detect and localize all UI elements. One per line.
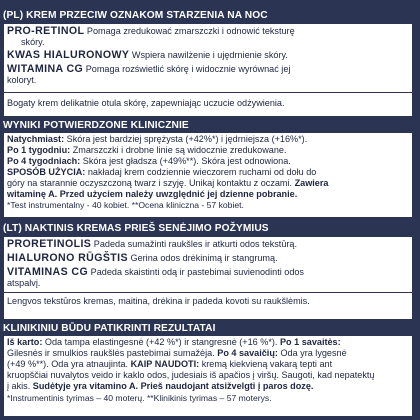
- lt-ingredient-3: [4, 267, 412, 289]
- lt-result-week1-text: Gilesnės ir smulkios raukšlės pastebimai sumažėja.: [7, 348, 215, 358]
- lt-ingredient-1-name: PRORETINOLIS: [7, 238, 92, 250]
- pl-result-week4-label: Po 4 tygodniach:: [7, 156, 81, 166]
- pl-result-immediate-label: Natychmiast:: [7, 134, 65, 144]
- lt-results-panel: [3, 335, 413, 417]
- pl-ingredient-2: [4, 50, 412, 61]
- pl-ingredients-panel: [3, 23, 413, 117]
- lt-ingredient-2-desc: Gerina odos drėkinimą ir stangrumą.: [130, 253, 278, 263]
- pl-summary: Bogaty krem delikatnie otula skórę, zapewniając uczucie odżywienia.: [7, 98, 285, 108]
- lt-result-week4-label: Po 4 savaičių:: [217, 348, 278, 358]
- lt-result-line-2: [4, 348, 412, 359]
- lt-usage-text: kremą kiekvieną vakarą tepti ant: [201, 359, 333, 369]
- pl-usage-text-1: nakładaj krem codziennie wieczorem ruchami od dołu do: [87, 167, 317, 177]
- pl-ingredient-1: [4, 26, 412, 48]
- lt-ingredient-2-name: HIALURONO RŪGŠTIS: [7, 252, 128, 264]
- pl-result-immediate: [4, 134, 412, 145]
- lt-ingredient-3-desc-cont: atspalvį.: [7, 278, 41, 288]
- pl-usage-bold-1: Zawiera: [294, 178, 329, 188]
- lt-ingredients-panel: [3, 236, 413, 320]
- lt-result-immediate-label: Iš karto:: [7, 337, 43, 347]
- lt-result-line-5: [4, 381, 412, 392]
- lt-title: (LT) NAKTINIS KREMAS PRIEŠ SENĖJIMO POŽYMIUS: [3, 223, 269, 234]
- lt-footnote: *Instrumentinis tyrimas – 40 moterų. **Klinikinis tyrimas – 57 moterys.: [7, 393, 272, 403]
- pl-result-immediate-text: Skóra jest bardziej sprężysta (+42%*) i jędrniejsza (+16%*).: [66, 134, 308, 144]
- pl-usage-bold-2: witaminę A. Przed użyciem należy uwzględnić jej dzienne pobranie.: [7, 189, 298, 199]
- lt-summary: Lengvos tekstūros kremas, maitina, drėkina ir padeda kovoti su raukšlėmis.: [7, 296, 310, 306]
- pl-results-title: WYNIKI POTWIERDZONE KLINICZNIE: [3, 120, 189, 131]
- lt-ingredient-1: [4, 239, 412, 250]
- pl-usage-label: SPOSÓB UŻYCIA:: [7, 167, 86, 177]
- lt-divider: [4, 292, 412, 293]
- lt-result-line-3: [4, 359, 412, 370]
- pl-result-week4: [4, 156, 412, 167]
- lt-ingredient-3-name: VITAMINAS CG: [7, 266, 89, 278]
- pl-ingredient-2-desc: Wspiera nawilżenie i ujędrnienie skóry.: [131, 50, 288, 60]
- pl-ingredient-2-name: KWAS HIALURONOWY: [7, 49, 130, 61]
- pl-result-week1-text: Zmarszczki i drobne linie są widocznie zredukowane.: [72, 145, 287, 155]
- pl-results-panel: [3, 132, 413, 218]
- lt-usage-warning: Sudėtyje yra vitamino A. Prieš naudojant atsižvelgti į paros dozę.: [32, 381, 314, 391]
- pl-ingredient-3: [4, 64, 412, 86]
- lt-usage-label: KAIP NAUDOTI:: [130, 359, 200, 369]
- lt-result-immediate-text: Oda tampa elastingesnė (+42 %*) ir stangresnė (+16 %*).: [44, 337, 278, 347]
- lt-result-week1-label: Po 1 savaitės:: [279, 337, 341, 347]
- pl-footnote: *Test instrumentalny - 40 kobiet. **Ocena kliniczna - 57 kobiet.: [7, 200, 244, 210]
- pl-title: (PL) KREM PRZECIW OZNAKOM STARZENIA NA NOC: [3, 10, 268, 21]
- pl-result-week1: [4, 145, 412, 156]
- pl-usage: [4, 167, 412, 200]
- pl-result-week4-text: Skóra jest gładsza (+49%**). Skóra jest odnowiona.: [82, 156, 291, 166]
- pl-result-week1-label: Po 1 tygodniu:: [7, 145, 71, 155]
- pl-ingredient-1-desc-cont: skóry.: [21, 37, 45, 47]
- lt-result-line-1: [4, 337, 412, 348]
- pl-usage-text-2: góry na starannie oczyszczoną twarz i szyję. Unikaj kontaktu z oczami.: [7, 178, 293, 188]
- pl-ingredient-3-desc-cont: koloryt.: [7, 75, 37, 85]
- pl-ingredient-1-desc: Pomaga zredukować zmarszczki i odnowić teksturę: [86, 26, 295, 36]
- pl-divider: [4, 92, 412, 93]
- lt-ingredient-2: [4, 253, 412, 264]
- pl-ingredient-1-name: PRO-RETINOL: [7, 25, 85, 37]
- pl-ingredient-3-name: WITAMINA CG: [7, 63, 84, 75]
- lt-result-line-4: kruopščiai nuvalytos veido ir kaklo odos, judesiais iš apačios į viršų. Saugoti, kad nepatektų: [7, 370, 375, 380]
- lt-result-week4-text: Oda yra lygesnė: [280, 348, 347, 358]
- pl-ingredient-3-desc: Pomaga rozświetlić skórę i widocznie wyrównać jej: [85, 64, 291, 74]
- lt-ingredient-3-desc: Padeda skaistinti odą ir pastebimai suvienodinti odos: [90, 267, 304, 277]
- lt-results-title: KLINIKINIU BŪDU PATIKRINTI REZULTATAI: [3, 323, 216, 334]
- lt-usage-text-end: į akis.: [7, 381, 31, 391]
- lt-result-week4-text-cont: (+49 %**). Oda yra atnaujinta.: [7, 359, 129, 369]
- lt-ingredient-1-desc: Padeda sumažinti raukšles ir atkurti odos tekstūrą.: [93, 239, 297, 249]
